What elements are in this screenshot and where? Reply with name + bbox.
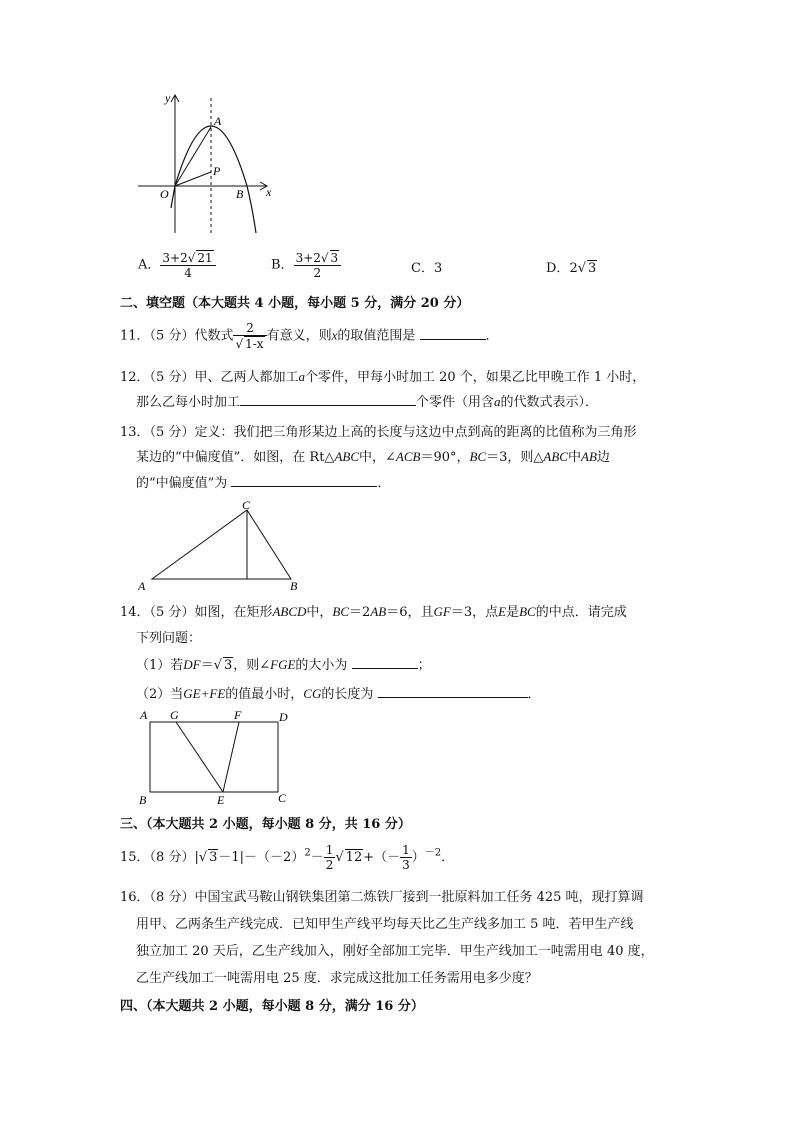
q11-fraction: $\frac{2}{√ 1-x}$ bbox=[233, 321, 266, 351]
q11-answer-blank[interactable] bbox=[420, 325, 486, 340]
label-b: B bbox=[236, 187, 244, 201]
segment-op bbox=[175, 172, 211, 186]
q15-fraction-half: $\frac{1}{2}$ bbox=[325, 843, 334, 872]
q15-fraction-third: $\frac{1}{3}$ bbox=[402, 843, 410, 872]
question-14-line-2: 下列问题： bbox=[136, 631, 202, 646]
label-a: A bbox=[214, 114, 222, 128]
triangle-abc bbox=[152, 510, 291, 579]
q14-rectangle-figure bbox=[136, 706, 296, 808]
label-b: B bbox=[290, 579, 298, 593]
segment-oa bbox=[175, 127, 211, 186]
question-12-line-2: 那么乙每小时加工 个零件（用含a的代数式表示）． bbox=[136, 391, 598, 410]
label-e: E bbox=[217, 793, 225, 807]
label-p: P bbox=[213, 164, 221, 178]
parabola-left-tail bbox=[171, 186, 175, 208]
q10-option-c: C．3 bbox=[411, 261, 443, 276]
q14-2-answer-blank[interactable] bbox=[378, 683, 528, 698]
q14-1-answer-blank[interactable] bbox=[352, 654, 418, 669]
question-16-line-1: 16．（8 分）中国宝武马鞍山钢铁集团第二炼铁厂接到一批原料加工任务 425 吨，现打算调 bbox=[120, 890, 644, 905]
parabola-curve bbox=[175, 126, 256, 233]
label-c: C bbox=[242, 498, 251, 512]
label-f: F bbox=[234, 708, 242, 722]
label-y: y bbox=[165, 91, 171, 105]
segment-ge bbox=[176, 722, 223, 792]
rectangle-abcd bbox=[150, 722, 278, 792]
q12-answer-blank[interactable] bbox=[240, 391, 416, 406]
option-b-fraction: $\frac{3+2√ 3}{2}$ bbox=[294, 250, 342, 280]
q13-answer-blank[interactable] bbox=[231, 472, 377, 487]
question-14-line-1: 14．（5 分）如图，在矩形ABCD中，BC＝2AB＝6，且GF＝3，点E是BC的中点．请完成 bbox=[120, 604, 627, 620]
section-3-title: 三、（本大题共 2 小题，每小题 8 分，共 16 分） bbox=[120, 817, 411, 832]
question-13-line-1: 13．（5 分）定义：我们把三角形某边上高的长度与这边中点到高的距离的比值称为三角形 bbox=[120, 425, 637, 440]
question-16-line-3: 独立加工 20 天后，乙生产线加入，刚好全部加工完毕．甲生产线加工一吨需用电 40 度， bbox=[136, 944, 654, 959]
label-a: A bbox=[138, 579, 146, 593]
question-13-line-3: 的“中偏度值”为 ． bbox=[136, 472, 390, 491]
question-14-sub-1: （1）若DF＝√ 3，则∠FGE的大小为 ； bbox=[136, 654, 431, 673]
question-13-line-2: 某边的“中偏度值”．如图，在 Rt△ABC中，∠ACB＝90°，BC＝3，则△ABC中AB边 bbox=[136, 449, 610, 465]
section-2-title: 二、填空题（本大题共 4 小题，每小题 5 分，满分 20 分） bbox=[120, 296, 470, 311]
question-16-line-2: 用甲、乙两条生产线完成．已知甲生产线平均每天比乙生产线多加工 5 吨．若甲生产线 bbox=[136, 917, 634, 932]
segment-fe bbox=[223, 722, 239, 792]
q10-option-a: A． $\frac{3+2√ 21}{4}$ bbox=[138, 250, 216, 280]
label-o: O bbox=[160, 187, 169, 201]
label-c: C bbox=[278, 791, 287, 805]
question-12-line-1: 12．（5 分）甲、乙两人都加工a个零件，甲每小时加工 20 个，如果乙比甲晚工作 1 小时， bbox=[120, 369, 646, 385]
label-b: B bbox=[139, 793, 147, 807]
q13-triangle-figure bbox=[134, 498, 314, 594]
q10-parabola-graph bbox=[130, 88, 290, 238]
section-4-title: 四、（本大题共 2 小题，每小题 8 分，满分 16 分） bbox=[120, 999, 424, 1014]
label-d: D bbox=[279, 710, 288, 724]
q10-option-b: B． $\frac{3+2√ 3}{2}$ bbox=[271, 250, 341, 280]
question-16-line-4: 乙生产线加工一吨需用电 25 度．求完成这批加工任务需用电多少度？ bbox=[136, 971, 538, 986]
question-15: 15．（8 分）|√ $3-1|-(-2)^2-$ $\frac{1}{2}$ √ 12+（－ $\frac{1}{3}$ ）$^{-2}$． bbox=[120, 843, 455, 872]
q10-option-d: D．2√ 3 bbox=[546, 261, 597, 276]
question-11: 11．（5 分）代数式 $\frac{2}{√ 1-x}$ 有意义，则x的取值范围是 ． bbox=[120, 321, 499, 351]
label-a: A bbox=[140, 708, 148, 722]
label-x: x bbox=[266, 185, 272, 199]
option-a-fraction: $\frac{3+2√ 21}{4}$ bbox=[160, 250, 215, 280]
question-14-sub-2: （2）当GE+FE的值最小时，CG的长度为 ． bbox=[136, 683, 541, 702]
label-g: G bbox=[170, 708, 179, 722]
